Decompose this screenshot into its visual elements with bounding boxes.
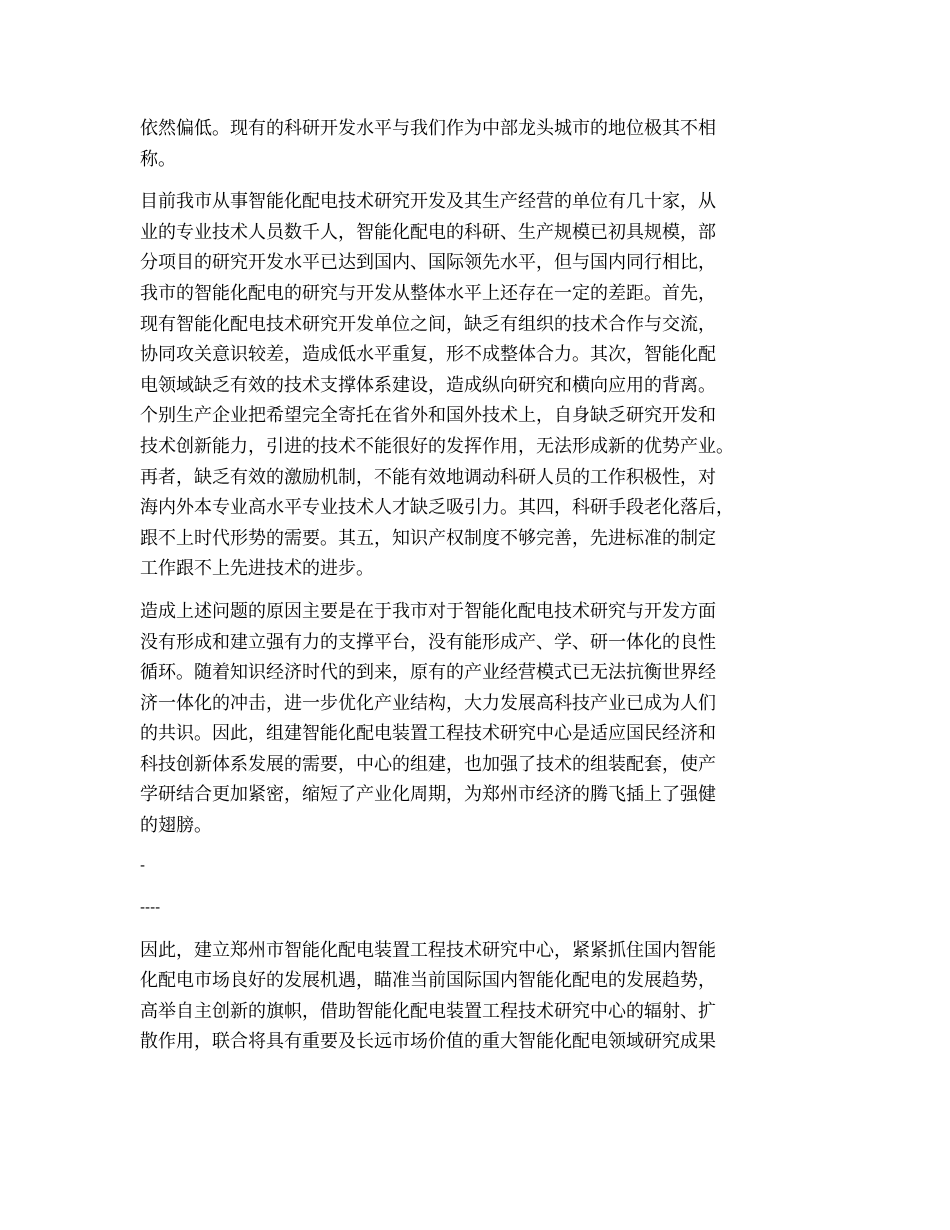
- paragraph-gap: [140, 585, 840, 597]
- text-line: 个别生产企业把希望完全寄托在省外和国外技术上，自身缺乏研究开发和: [140, 405, 716, 427]
- text-line: 业的专业技术人员数千人，智能化配电的科研、生产规模已初具规模，部: [140, 221, 716, 243]
- text-line: 济一体化的冲击，进一步优化产业结构，大力发展高科技产业已成为人们: [140, 692, 716, 714]
- text-line: 跟不上时代形势的需要。其五，知识产权制度不够完善，先进标准的制定: [140, 527, 716, 549]
- paragraph-gap: [140, 175, 840, 187]
- paragraph-gap: [140, 842, 840, 854]
- text-line: 高举自主创新的旗帜，借助智能化配电装置工程技术研究中心的辐射、扩: [140, 1000, 716, 1022]
- paragraph-gap: [140, 920, 840, 936]
- paragraph-2: [140, 187, 840, 585]
- text-line: 称。: [140, 148, 176, 170]
- text-line: 循环。随着知识经济时代的到来，原有的产业经营模式已无法抗衡世界经: [140, 662, 716, 684]
- text-line: 化配电市场良好的发展机遇，瞄准当前国际国内智能化配电的发展趋势，: [140, 970, 716, 992]
- text-line: 没有形成和建立强有力的支撑平台，没有能形成产、学、研一体化的良性: [140, 631, 716, 653]
- text-line: 造成上述问题的原因主要是在于我市对于智能化配电技术研究与开发方面: [140, 600, 716, 622]
- text-line: 目前我市从事智能化配电技术研究开发及其生产经营的单位有几十家，从: [140, 191, 716, 213]
- text-line: 技术创新能力，引进的技术不能很好的发挥作用，无法形成新的优势产业。: [140, 435, 734, 457]
- separator-gap: [140, 878, 840, 896]
- separator-short: -: [140, 857, 146, 874]
- text-line: 依然偏低。现有的科研开发水平与我们作为中部龙头城市的地位极其不相: [140, 118, 716, 139]
- text-line: 分项目的研究开发水平已达到国内、国际领先水平，但与国内同行相比，: [140, 252, 716, 274]
- paragraph-3: [140, 597, 840, 842]
- text-line: 的翅膀。: [140, 815, 212, 837]
- text-line: 学研结合更加紧密，缩短了产业化周期，为郑州市经济的腾飞插上了强健: [140, 784, 716, 806]
- text-line: 科技创新体系发展的需要，中心的组建，也加强了技术的组装配套，使产: [140, 753, 716, 775]
- document-page: [140, 114, 840, 1058]
- text-line: 因此，建立郑州市智能化配电装置工程技术研究中心，紧紧抓住国内智能: [140, 939, 716, 961]
- paragraph-1: [140, 114, 840, 175]
- text-line: 再者，缺乏有效的激励机制，不能有效地调动科研人员的工作积极性，对: [140, 466, 716, 488]
- text-line: 电领域缺乏有效的技术支撑体系建设，造成纵向研究和横向应用的背离。: [140, 374, 716, 396]
- text-line: 协同攻关意识较差，造成低水平重复，形不成整体合力。其次，智能化配: [140, 344, 716, 366]
- text-line: 海内外本专业高水平专业技术人才缺乏吸引力。其四，科研手段老化落后，: [140, 497, 734, 519]
- separator-long: ----: [140, 899, 161, 916]
- text-line: 的共识。因此，组建智能化配电装置工程技术研究中心是适应国民经济和: [140, 723, 716, 745]
- text-line: 工作跟不上先进技术的进步。: [140, 558, 374, 580]
- text-line: 现有智能化配电技术研究开发单位之间，缺乏有组织的技术合作与交流，: [140, 313, 716, 335]
- text-line: 散作用，联合将具有重要及长远市场价值的重大智能化配电领域研究成果: [140, 1031, 716, 1053]
- text-line: 我市的智能化配电的研究与开发从整体水平上还存在一定的差距。首先，: [140, 282, 716, 304]
- paragraph-4: [140, 936, 840, 1058]
